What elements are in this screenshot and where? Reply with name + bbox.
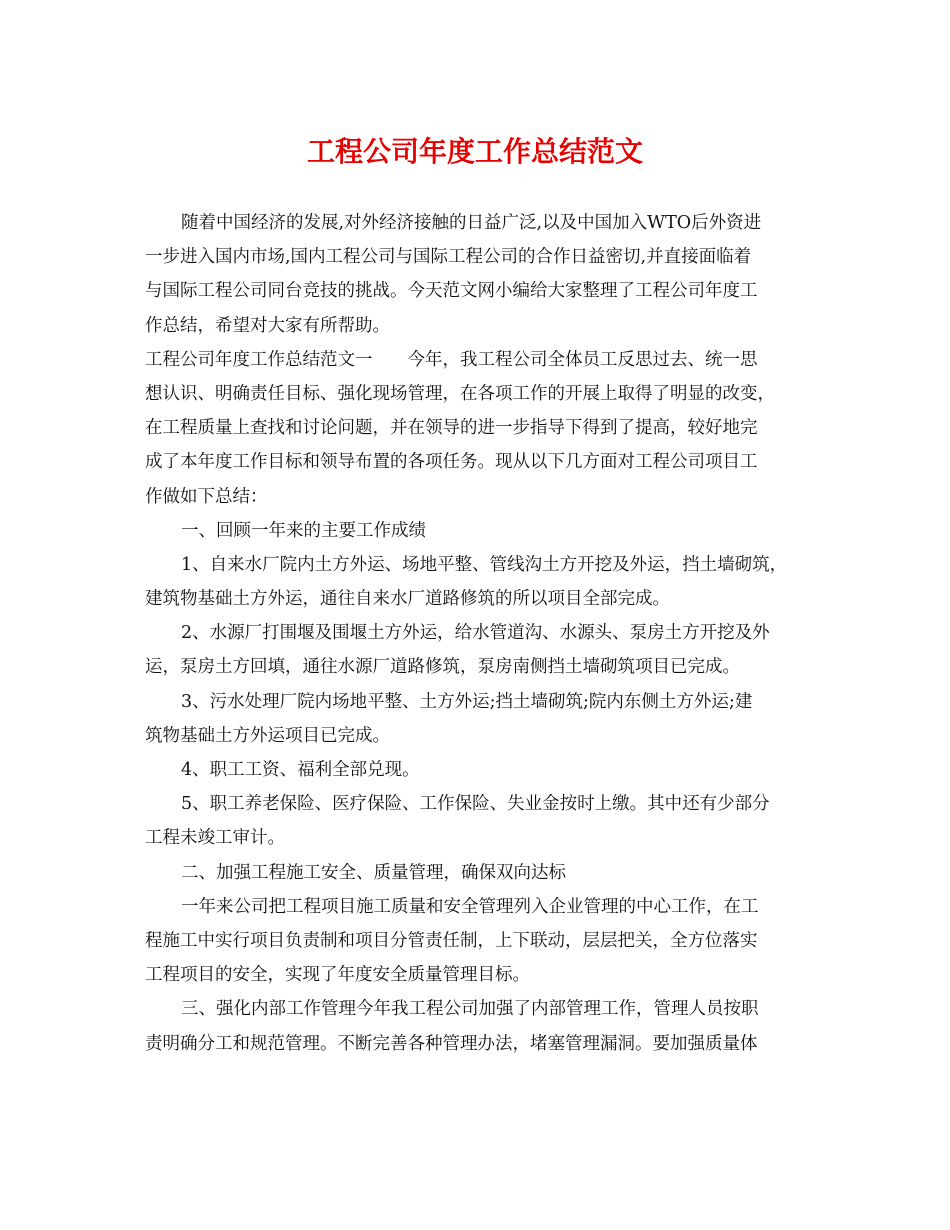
paragraph-line: 运，泵房土方回填，通往水源厂道路修筑，泵房南侧挡土墙砌筑项目已完成。 xyxy=(145,657,740,678)
paragraph-line: 随着中国经济的发展,对外经济接触的日益广泛,以及中国加入WTO后外资进 xyxy=(181,213,762,233)
paragraph-line: 1、自来水厂院内土方外运、场地平整、管线沟土方开挖及外运，挡土墙砌筑， xyxy=(181,554,788,575)
paragraph-line: 三、强化内部工作管理今年我工程公司加强了内部管理工作，管理人员按职 xyxy=(181,999,759,1020)
paragraph-line: 一年来公司把工程项目施工质量和安全管理列入企业管理的中心工作，在工 xyxy=(181,896,759,917)
paragraph-line: 在工程质量上查找和讨论问题，并在领导的进一步指导下得到了提高，较好地完 xyxy=(145,418,758,439)
paragraph-line: 作做如下总结： xyxy=(145,486,268,507)
paragraph-line: 工程项目的安全，实现了年度安全质量管理目标。 xyxy=(145,965,530,986)
document-title: 工程公司年度工作总结范文 xyxy=(306,135,643,168)
paragraph-line: 一步进入国内市场,国内工程公司与国际工程公司的合作日益密切,并直接面临着 xyxy=(145,247,752,268)
paragraph-line: 建筑物基础土方外运，通往自来水厂道路修筑的所以项目全部完成。 xyxy=(145,589,670,610)
paragraph-line: 筑物基础土方外运项目已完成。 xyxy=(145,725,390,746)
paragraph-line: 5、职工养老保险、医疗保险、工作保险、失业金按时上缴。其中还有少部分 xyxy=(181,794,770,815)
paragraph-line: 责明确分工和规范管理。不断完善各种管理办法，堵塞管理漏洞。要加强质量体 xyxy=(145,1033,758,1054)
section-heading: 二、加强工程施工安全、质量管理，确保双向达标 xyxy=(181,862,566,883)
paragraph-line: 作总结，希望对大家有所帮助。 xyxy=(145,315,390,336)
paragraph-line: 想认识、明确责任目标、强化现场管理，在各项工作的开展上取得了明显的改变， xyxy=(145,383,775,404)
paragraph-line: 与国际工程公司同台竞技的挑战。今天范文网小编给大家整理了工程公司年度工 xyxy=(145,281,758,302)
paragraph-line: 4、职工工资、福利全部兑现。 xyxy=(181,760,420,780)
paragraph-line: 成了本年度工作目标和领导布置的各项任务。现从以下几方面对工程公司项目工 xyxy=(145,452,758,473)
paragraph-line: 工程公司年度工作总结范文一 今年，我工程公司全体员工反思过去、统一思 xyxy=(145,349,758,370)
document-body xyxy=(145,206,805,1061)
paragraph-line: 程施工中实行项目负责制和项目分管责任制，上下联动，层层把关，全方位落实 xyxy=(145,930,758,951)
section-heading: 一、回顾一年来的主要工作成绩 xyxy=(181,520,426,541)
paragraph-line: 3、污水处理厂院内场地平整、土方外运;挡土墙砌筑;院内东侧土方外运;建 xyxy=(181,691,753,712)
paragraph-line: 2、水源厂打围堰及围堰土方外运，给水管道沟、水源头、泵房土方开挖及外 xyxy=(181,623,770,644)
paragraph-line: 工程未竣工审计。 xyxy=(145,828,285,849)
